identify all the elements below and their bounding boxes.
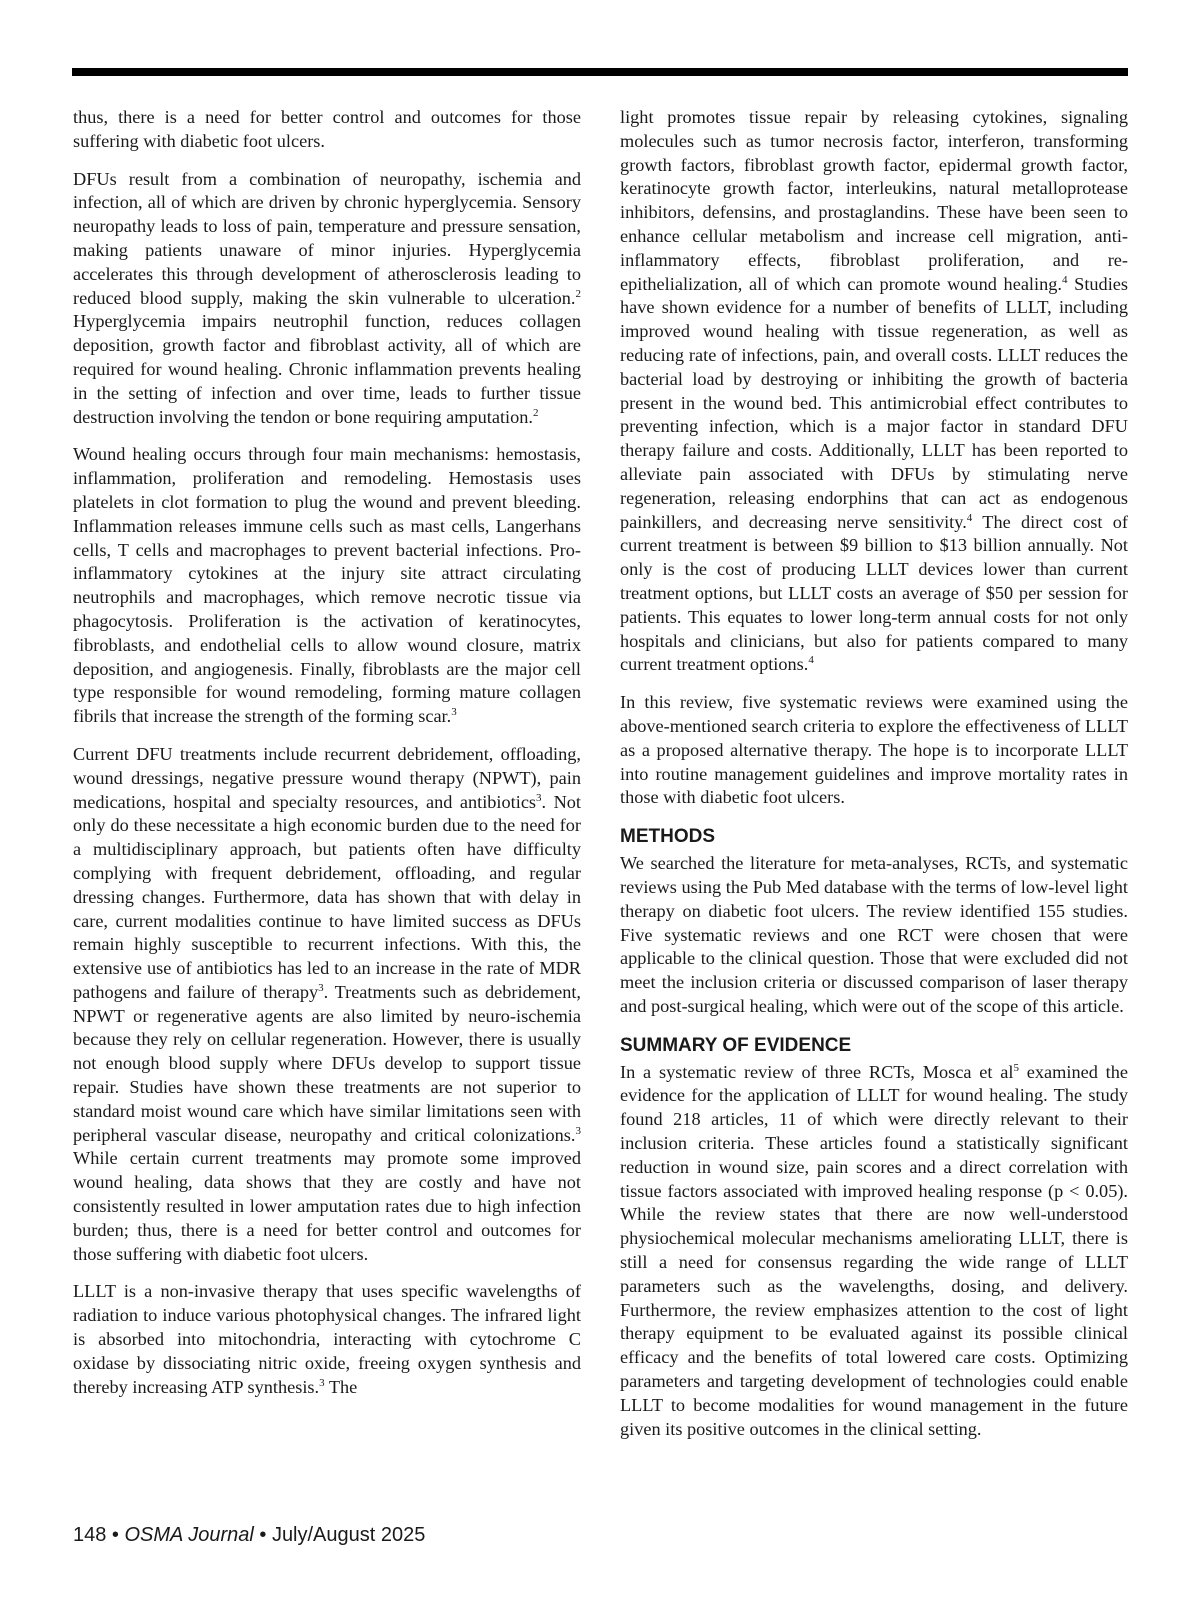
paragraph: DFUs result from a combination of neuropathy, ischemia and infection, all of which are driven by chronic hyperglycemia. Sensory neuropathy leads to loss of pain, temperature and pressure sensation, making patients unaware of minor injuries. Hyperglycemia accelerates this through development of atherosclerosis leading to reduced blood supply, making the skin vulnerable to ulceration.$^2$ Hyperglycemia impairs neutrophil function, reduces collagen deposition, growth factor and fibroblast activity, all of which are required for wound healing. Chronic inflammation prevents healing in the setting of infection and over time, leads to further tissue destruction involving the tendon or bone requiring amputation.$^2$ [73, 168, 581, 427]
citation: 3 [536, 791, 542, 804]
page-footer: 148 • OSMA Journal • July/August 2025 [73, 1524, 426, 1546]
citation: 2 [533, 406, 539, 419]
paragraph: Wound healing occurs through four main mechanisms: hemostasis, inflammation, proliferation and remodeling. Hemostasis uses platelets in clot formation to plug the wound and prevent bleeding. Inflammation releases immune cells such as mast cells, Langerhans cells, T cells and macrophages to prevent bacterial infections. Pro-inflammatory cytokines at the injury site attract circulating neutrophils and macrophages, which remove necrotic tissue via phagocytosis. Proliferation is the activation of keratinocytes, fibroblasts, and endothelial cells to allow wound closure, matrix deposition, and angiogenesis. Finally, fibroblasts are the major cell type responsible for wound remodeling, forming mature collagen fibrils that increase the strength of the forming scar.$^3$ [73, 444, 581, 727]
citation: 3 [319, 1376, 325, 1389]
header-rule [72, 68, 1128, 76]
journal-name: OSMA Journal [124, 1524, 254, 1546]
citation: 3 [318, 981, 324, 994]
citation: 2 [575, 287, 581, 300]
page-number: 148 [73, 1524, 107, 1546]
paragraph: thus, there is a need for better control and outcomes for those suffering with diabetic foot ulcers. [73, 107, 581, 151]
paragraph: light promotes tissue repair by releasing cytokines, signaling molecules such as tumor necrosis factor, interferon, transforming growth factors, fibroblast growth factor, epidermal growth factor, keratinocyte growth factor, interleukins, natural metalloprotease inhibitors, defensins, and prostaglandins. These have been seen to enhance cellular metabolism and increase cell migration, anti-inflammatory effects, fibroblast proliferation, and re-epithelialization, all of which can promote wound healing.$^4$ Studies have shown evidence for a number of benefits of LLLT, including improved wound healing with tissue regeneration, as well as reducing rate of infections, pain, and overall costs. LLLT reduces the bacterial load by destroying or inhibiting the growth of bacteria present in the wound bed. This antimicrobial effect contributes to preventing infection, which is a major factor in standard DFU therapy failure and costs. Additionally, LLLT has been reported to alleviate pain associated with DFUs by stimulating nerve regeneration, releasing endorphins that can act as endogenous painkillers, and decreasing nerve sensitivity.$^4$ The direct cost of current treatment is between $9 billion to $13 billion annually. Not only is the cost of producing LLLT devices lower than current treatment options, but LLLT costs an average of $50 per session for patients. This equates to lower long-term annual costs for not only hospitals and clinicians, but also for patients compared to many current treatment options.$^4$ [620, 107, 1129, 675]
citation: 3 [451, 706, 457, 719]
citation: 4 [1061, 273, 1068, 286]
citation: 5 [1013, 1061, 1019, 1074]
right-column [620, 106, 1128, 1441]
paragraph: We searched the literature for meta-analyses, RCTs, and systematic reviews using the Pub Med database with the terms of low-level light therapy on diabetic foot ulcers. The review identified 155 studies. Five systematic reviews and one RCT were chosen that were applicable to the clinical question. Those that were excluded did not meet the inclusion criteria or discussed comparison of laser therapy and post-surgical healing, which were out of the scope of this article. [620, 853, 1128, 1016]
methods-heading: METHODS [620, 826, 715, 848]
issue-date: July/August 2025 [271, 1524, 426, 1546]
summary-heading: SUMMARY OF EVIDENCE [620, 1034, 852, 1056]
citation: 4 [966, 511, 973, 524]
paragraph: In this review, five systematic reviews were examined using the above-mentioned search criteria to explore the effectiveness of LLLT as a proposed alternative therapy. The hope is to incorporate LLLT into routine management guidelines and improve mortality rates in those with diabetic foot ulcers. [620, 692, 1128, 808]
paragraph: In a systematic review of three RCTs, Mosca et $al^5$ examined the evidence for the application of LLLT for wound healing. The study found 218 articles, 11 of which were directly relevant to their inclusion criteria. These articles found a statistically significant reduction in wound size, pain scores and a direct correlation with tissue factors associated with improved healing response (p < 0.05). While the review states that there are now well-understood physiochemical molecular mechanisms ameliorating LLLT, there is still a need for consensus regarding the wide range of LLLT parameters such as the wavelengths, dosing, and delivery. Furthermore, the review emphasizes attention to the cost of light therapy equipment to be evaluated against its possible clinical efficacy and the benefits of total lowered care costs. Optimizing parameters and targeting development of technologies could enable LLLT to become modalities for wound management in the future given its positive outcomes in the clinical setting. [620, 1061, 1129, 1439]
citation: 4 [808, 654, 814, 667]
left-column [73, 106, 581, 1399]
citation: 3 [575, 1124, 581, 1137]
paragraph: Current DFU treatments include recurrent debridement, offloading, wound dressings, negative pressure wound therapy (NPWT), pain medications, hospital and specialty resources, and antibiotics$^3$. Not only do these necessitate a high economic burden due to the need for a multidisciplinary approach, but patients often have difficulty complying with frequent debridement, offloading, and regular dressing changes. Furthermore, data has shown that with delay in care, current modalities continue to have limited success as DFUs remain highly susceptible to recurrent infections. With this, the extensive use of antibiotics has led to an increase in the rate of MDR pathogens and failure of therapy$^3$. Treatments such as debridement, NPWT or regenerative agents are also limited by neuro-ischemia because they rely on cellular regeneration. However, there is usually not enough blood supply where DFUs develop to support tissue repair. Studies have shown these treatments are not superior to standard moist wound care which have similar limitations seen with peripheral vascular disease, neuropathy and critical colonizations.$^3$ While certain current treatments may promote some improved wound healing, data shows that they are costly and have not consistently resulted in lower amputation rates due to high infection burden; thus, there is a need for better control and outcomes for those suffering with diabetic foot ulcers. [73, 743, 581, 1264]
paragraph: LLLT is a non-invasive therapy that uses specific wavelengths of radiation to induce various photophysical changes. The infrared light is absorbed into mitochondria, interacting with cytochrome C oxidase by dissociating nitric oxide, freeing oxygen synthesis and thereby increasing ATP synthesis.$^3$ The [73, 1281, 581, 1397]
